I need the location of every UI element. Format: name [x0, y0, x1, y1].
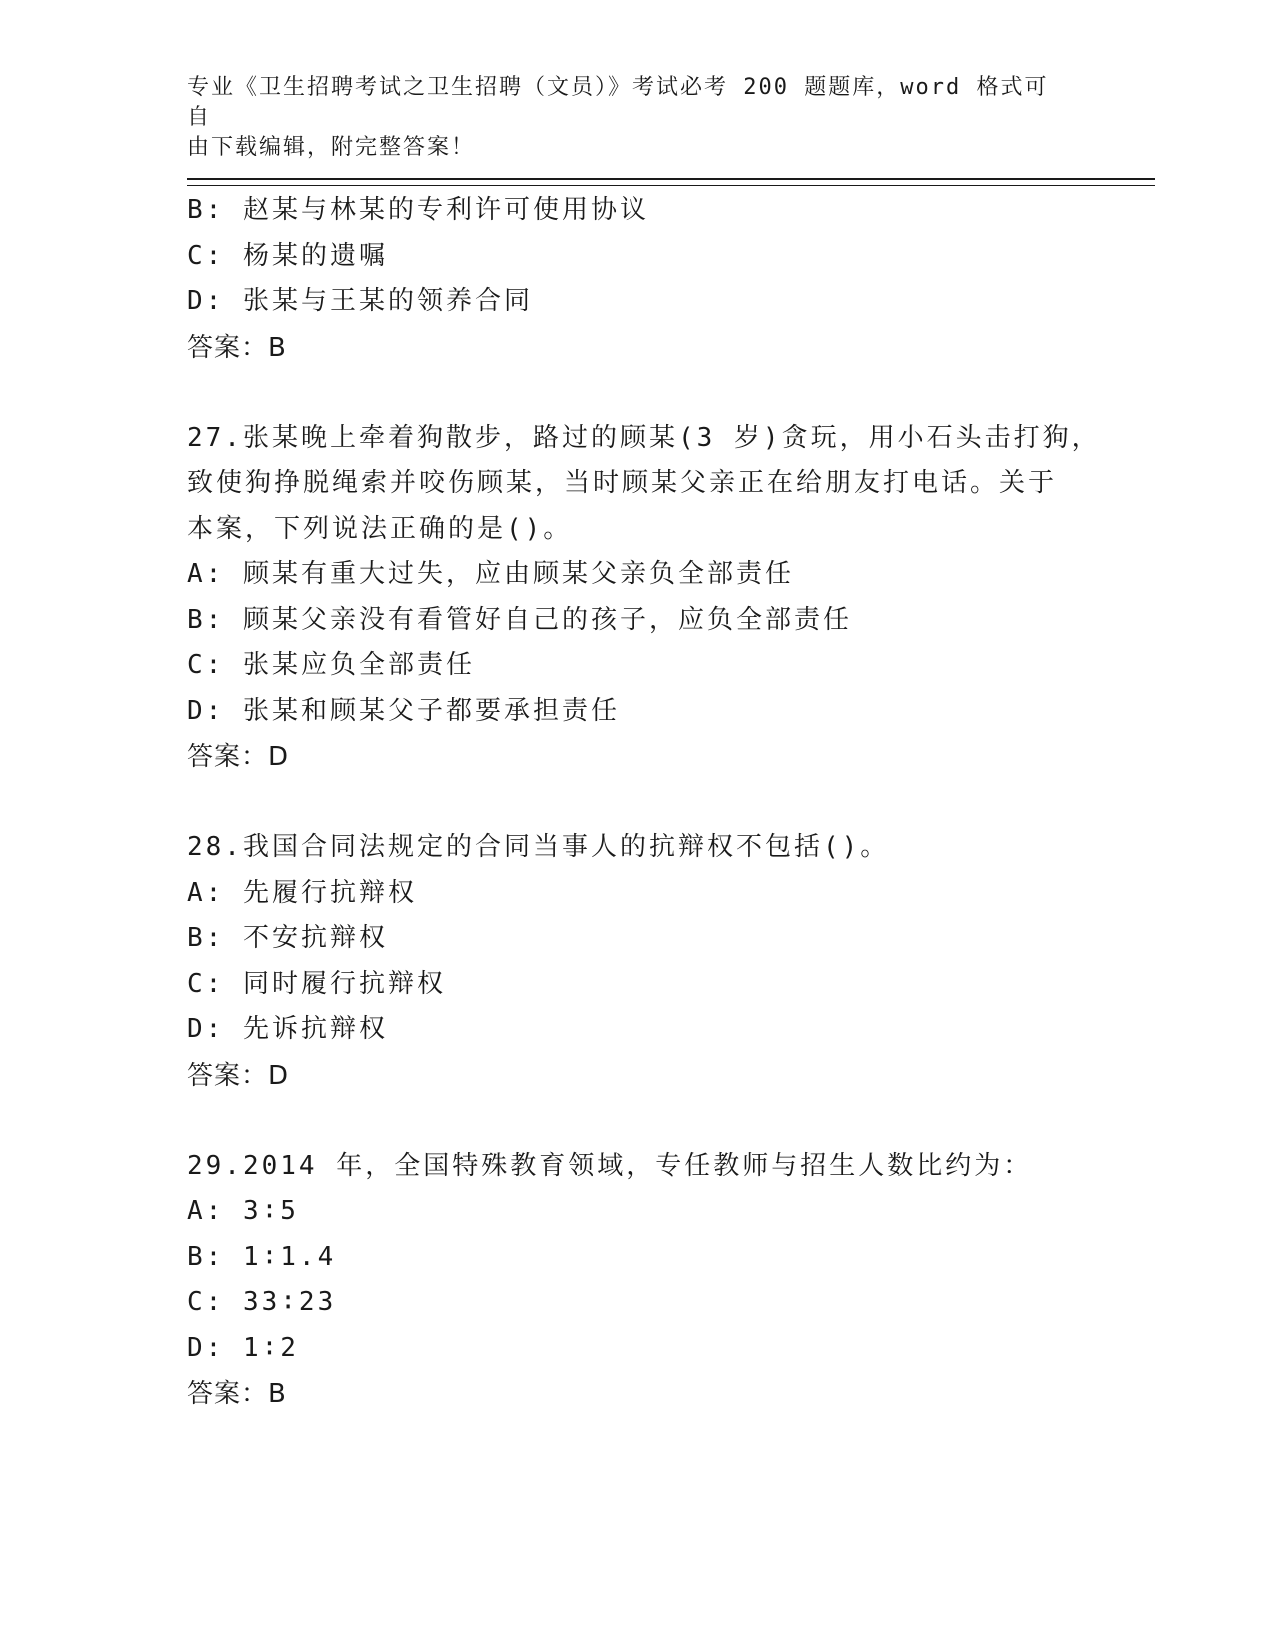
- option-c: C: 33∶23: [187, 1287, 337, 1317]
- header-divider: [187, 178, 1155, 186]
- question-stem-line-2: 致使狗挣脱绳索并咬伤顾某，当时顾某父亲正在给朋友打电话。关于: [187, 468, 1058, 498]
- question-stem-line-1: 29.2014 年，全国特殊教育领域，专任教师与招生人数比约为：: [187, 1150, 1033, 1181]
- option-c: C: 杨某的遗嘱: [187, 240, 388, 271]
- option-b: B: 顾某父亲没有看管好自己的孩子，应负全部责任: [187, 604, 852, 635]
- question-27: [187, 416, 1101, 781]
- option-c: C: 同时履行抗辩权: [187, 968, 446, 999]
- header-line-1: 专业《卫生招聘考试之卫生招聘（文员）》考试必考 200 题题库，word 格式可自: [187, 75, 1049, 130]
- answer-line: 答案：D: [187, 1060, 290, 1091]
- spacer: [187, 780, 1087, 825]
- answer-line: 答案：D: [187, 742, 290, 772]
- question-stem-line-1: 28.我国合同法规定的合同当事人的抗辩权不包括()。: [187, 832, 890, 862]
- answer-line: 答案：B: [187, 332, 287, 363]
- question-list: [187, 188, 1101, 1417]
- option-d: D: 1∶2: [187, 1332, 299, 1363]
- answer-line: 答案：B: [187, 1379, 287, 1409]
- option-d: D: 先诉抗辩权: [187, 1014, 388, 1044]
- question-stem-line-1: 27.张某晚上牵着狗散步，路过的顾某(3 岁)贪玩，用小石头击打狗，: [187, 422, 1101, 453]
- option-a: A: 3∶5: [187, 1196, 299, 1226]
- question-28: [187, 825, 1087, 1099]
- option-b: B: 赵某与林某的专利许可使用协议: [187, 195, 649, 225]
- question-26-tail: [187, 188, 1087, 371]
- option-d: D: 张某与王某的领养合同: [187, 286, 533, 316]
- document-header: [187, 73, 1067, 163]
- option-a: A: 顾某有重大过失，应由顾某父亲负全部责任: [187, 559, 794, 589]
- header-line-2: 由下载编辑，附完整答案！: [187, 135, 476, 160]
- question-29: [187, 1144, 1087, 1418]
- option-a: A: 先履行抗辩权: [187, 877, 417, 908]
- spacer: [187, 1099, 1087, 1144]
- option-b: B: 1∶1.4: [187, 1241, 337, 1272]
- question-stem-line-3: 本案，下列说法正确的是()。: [187, 513, 573, 544]
- spacer: [187, 371, 1087, 416]
- option-d: D: 张某和顾某父子都要承担责任: [187, 695, 620, 726]
- option-b: B: 不安抗辩权: [187, 923, 388, 953]
- option-c: C: 张某应负全部责任: [187, 650, 475, 680]
